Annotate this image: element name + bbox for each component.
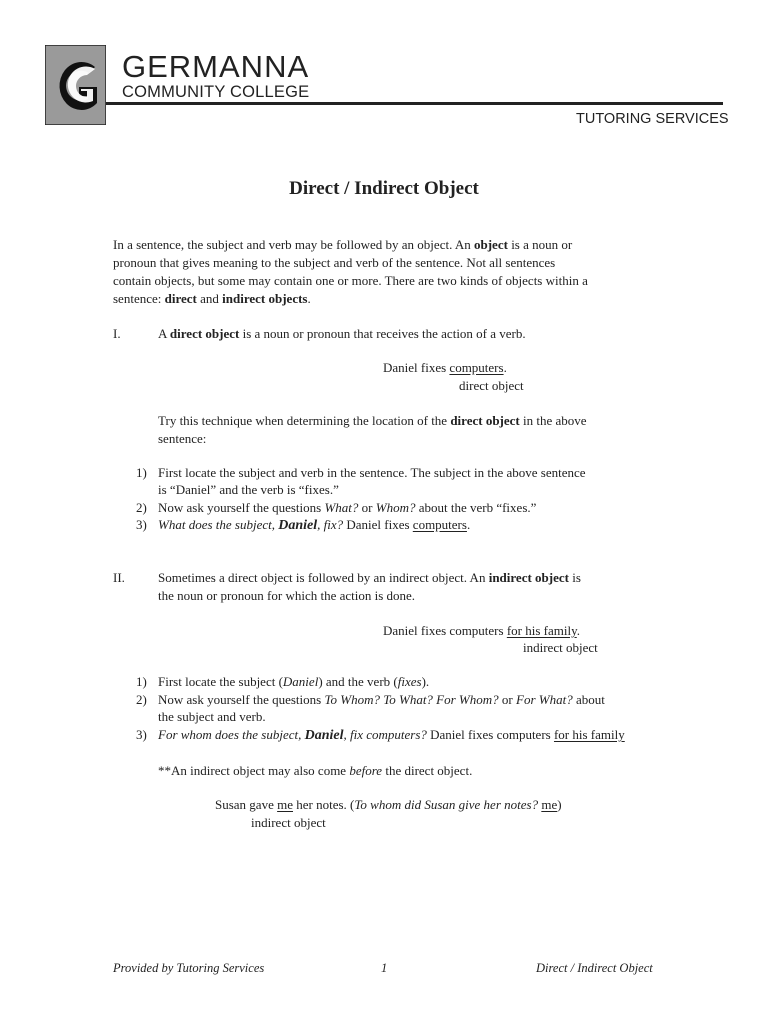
susan-example-label: indirect object [251,815,326,830]
college-logo-mark [45,45,106,125]
footer-doc-title: Direct / Indirect Object [536,961,653,975]
section-2-example-label: indirect object [523,640,598,655]
section-2-numeral: II. [113,570,125,585]
section-1-example: Daniel fixes computers. [383,360,507,375]
step-text: What does the subject, Daniel, fix? Daniel fixes computers. [158,517,471,533]
section-1-try-line-1: Try this technique when determining the location of the direct object in the above [158,413,587,428]
intro-line-3: contain objects, but some may contain one or more. There are two kinds of objects within a [113,273,588,288]
step-text: the subject and verb. [158,709,266,724]
footer-provider: Provided by Tutoring Services [113,961,265,975]
college-subtitle: COMMUNITY COLLEGE [122,83,310,101]
step-text: First locate the subject (Daniel) and the verb (fixes). [158,674,430,689]
page-title: Direct / Indirect Object [289,178,479,199]
section-2-example: Daniel fixes computers for his family. [383,623,580,638]
step-text: For whom does the subject, Daniel, fix computers? Daniel fixes computers for his family [158,727,625,743]
step-text: First locate the subject and verb in the sentence. The subject in the above sentence [158,465,586,480]
step-text: Now ask yourself the questions What? or Whom? about the verb “fixes.” [158,500,537,515]
step-number: 3) [136,727,147,742]
step-number: 1) [136,465,147,480]
intro-line-4: sentence: direct and indirect objects. [113,291,311,306]
department-label: TUTORING SERVICES [576,111,729,127]
g-logo-icon [45,45,106,125]
section-1-numeral: I. [113,326,121,341]
section-1-example-label: direct object [459,378,524,393]
susan-example: Susan gave me her notes. (To whom did Susan give her notes? me) [215,797,562,812]
intro-line-1: In a sentence, the subject and verb may be followed by an object. An object is a noun or [113,237,573,252]
step-number: 2) [136,692,147,707]
step-text: Now ask yourself the questions To Whom? To What? For Whom? or For What? about [158,692,605,707]
step-number: 3) [136,517,147,532]
page-number: 1 [381,961,388,975]
indirect-object-note: **An indirect object may also come before the direct object. [158,763,473,778]
header-divider [106,102,723,105]
step-number: 2) [136,500,147,515]
section-1-definition: A direct object is a noun or pronoun that receives the action of a verb. [158,326,526,341]
section-2-line-1: Sometimes a direct object is followed by an indirect object. An indirect object is [158,570,581,585]
step-number: 1) [136,674,147,689]
section-2-line-2: the noun or pronoun for which the action is done. [158,588,416,603]
section-1-try-line-2: sentence: [158,431,207,446]
college-name: GERMANNA [122,49,310,84]
step-text: is “Daniel” and the verb is “fixes.” [158,482,339,497]
intro-line-2: pronoun that gives meaning to the subject and verb of the sentence. Not all sentences [113,255,556,270]
